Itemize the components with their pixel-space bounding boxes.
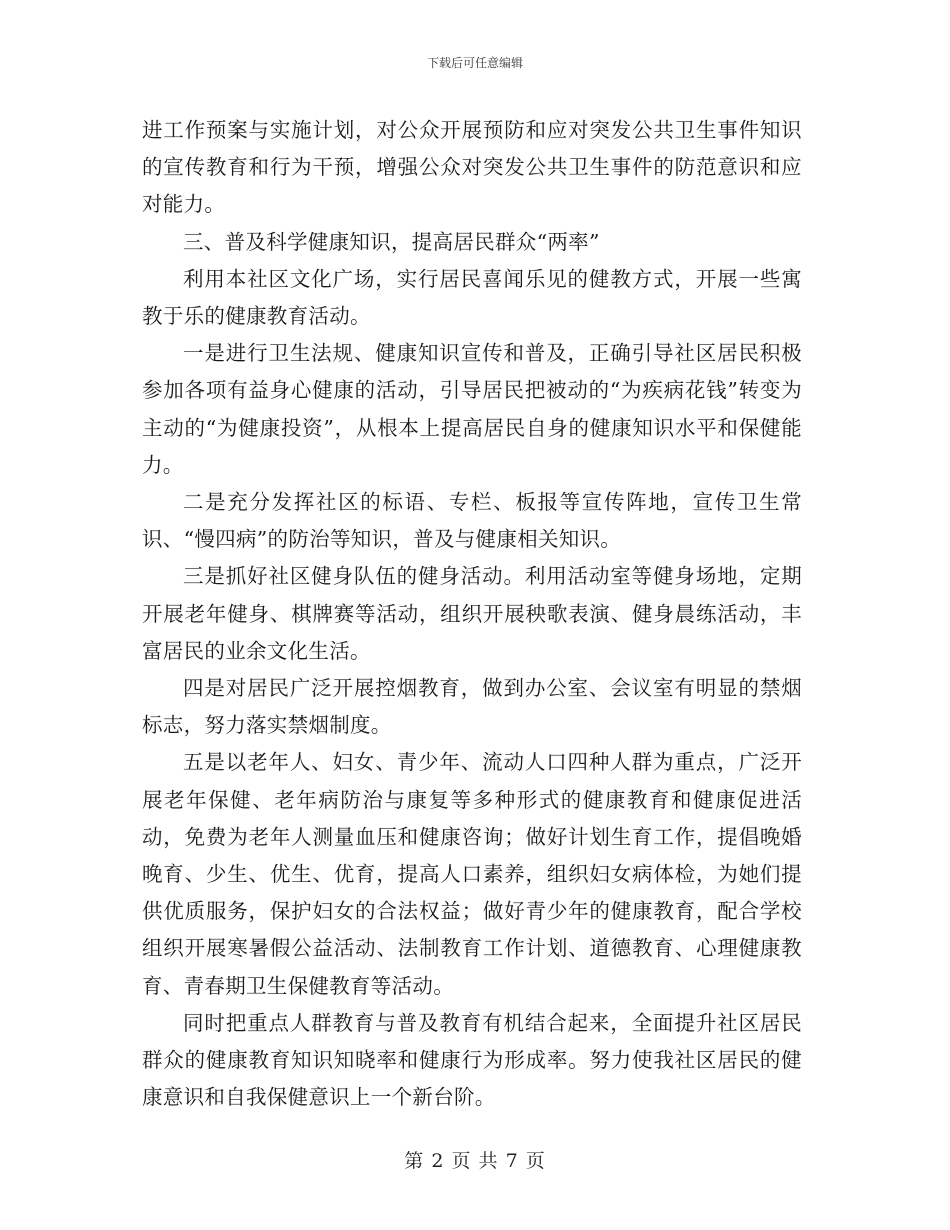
paragraph-5: 二是充分发挥社区的标语、专栏、板报等宣传阵地，宣传卫生常识、“慢四病”的防治等知识，普及与健康相关知识。 bbox=[142, 490, 802, 552]
footer-middle: 页 共 bbox=[451, 1150, 499, 1172]
paragraph-6: 三是抓好社区健身队伍的健身活动。利用活动室等健身场地，定期开展老年健身、棋牌赛等活动，组织开展秧歌表演、健身晨练活动，丰富居民的业余文化生活。 bbox=[142, 564, 802, 663]
section-heading: 三、普及科学健康知识，提高居民群众“两率” bbox=[183, 229, 600, 254]
paragraph-4: 一是进行卫生法规、健康知识宣传和普及，正确引导社区居民积极参加各项有益身心健康的活动，引导居民把被动的“为疾病花钱”转变为主动的“为健康投资”，从根本上提高居民自身的健康知识水平和保健能力。 bbox=[142, 341, 802, 477]
page-header-note: 下载后可任意编辑 bbox=[426, 56, 523, 70]
paragraph-1: 进工作预案与实施计划，对公众开展预防和应对突发公共卫生事件知识的宣传教育和行为干预，增强公众对突发公共卫生事件的防范意识和应对能力。 bbox=[142, 118, 802, 217]
paragraph-3: 利用本社区文化广场，实行居民喜闻乐见的健教方式，开展一些寓教于乐的健康教育活动。 bbox=[142, 266, 802, 329]
document-body bbox=[142, 112, 802, 1116]
paragraph-8: 五是以老年人、妇女、青少年、流动人口四种人群为重点，广泛开展老年保健、老年病防治与康复等多种形式的健康教育和健康促进活动，免费为老年人测量血压和健康咨询；做好计划生育工作，提倡晚婚晚育、少生、优生、优育，提高人口素养，组织妇女病体检，为她们提供优质服务，保护妇女的合法权益；做好青少年的健康教育，配合学校组织开展寒暑假公益活动、法制教育工作计划、道德教育、心理健康教育、青春期卫生保健教育等活动。 bbox=[142, 750, 802, 998]
footer-suffix: 页 bbox=[525, 1150, 546, 1172]
page-number-footer bbox=[0, 1146, 950, 1173]
footer-prefix: 第 bbox=[404, 1150, 425, 1172]
paragraph-7: 四是对居民广泛开展控烟教育，做到办公室、会议室有明显的禁烟标志，努力落实禁烟制度。 bbox=[142, 676, 802, 738]
total-pages-number: 7 bbox=[505, 1150, 519, 1172]
current-page-number: 2 bbox=[431, 1150, 445, 1172]
paragraph-9: 同时把重点人群教育与普及教育有机结合起来，全面提升社区居民群众的健康教育知识知晓率和健康行为形成率。努力使我社区居民的健康意识和自我保健意识上一个新台阶。 bbox=[142, 1010, 802, 1110]
